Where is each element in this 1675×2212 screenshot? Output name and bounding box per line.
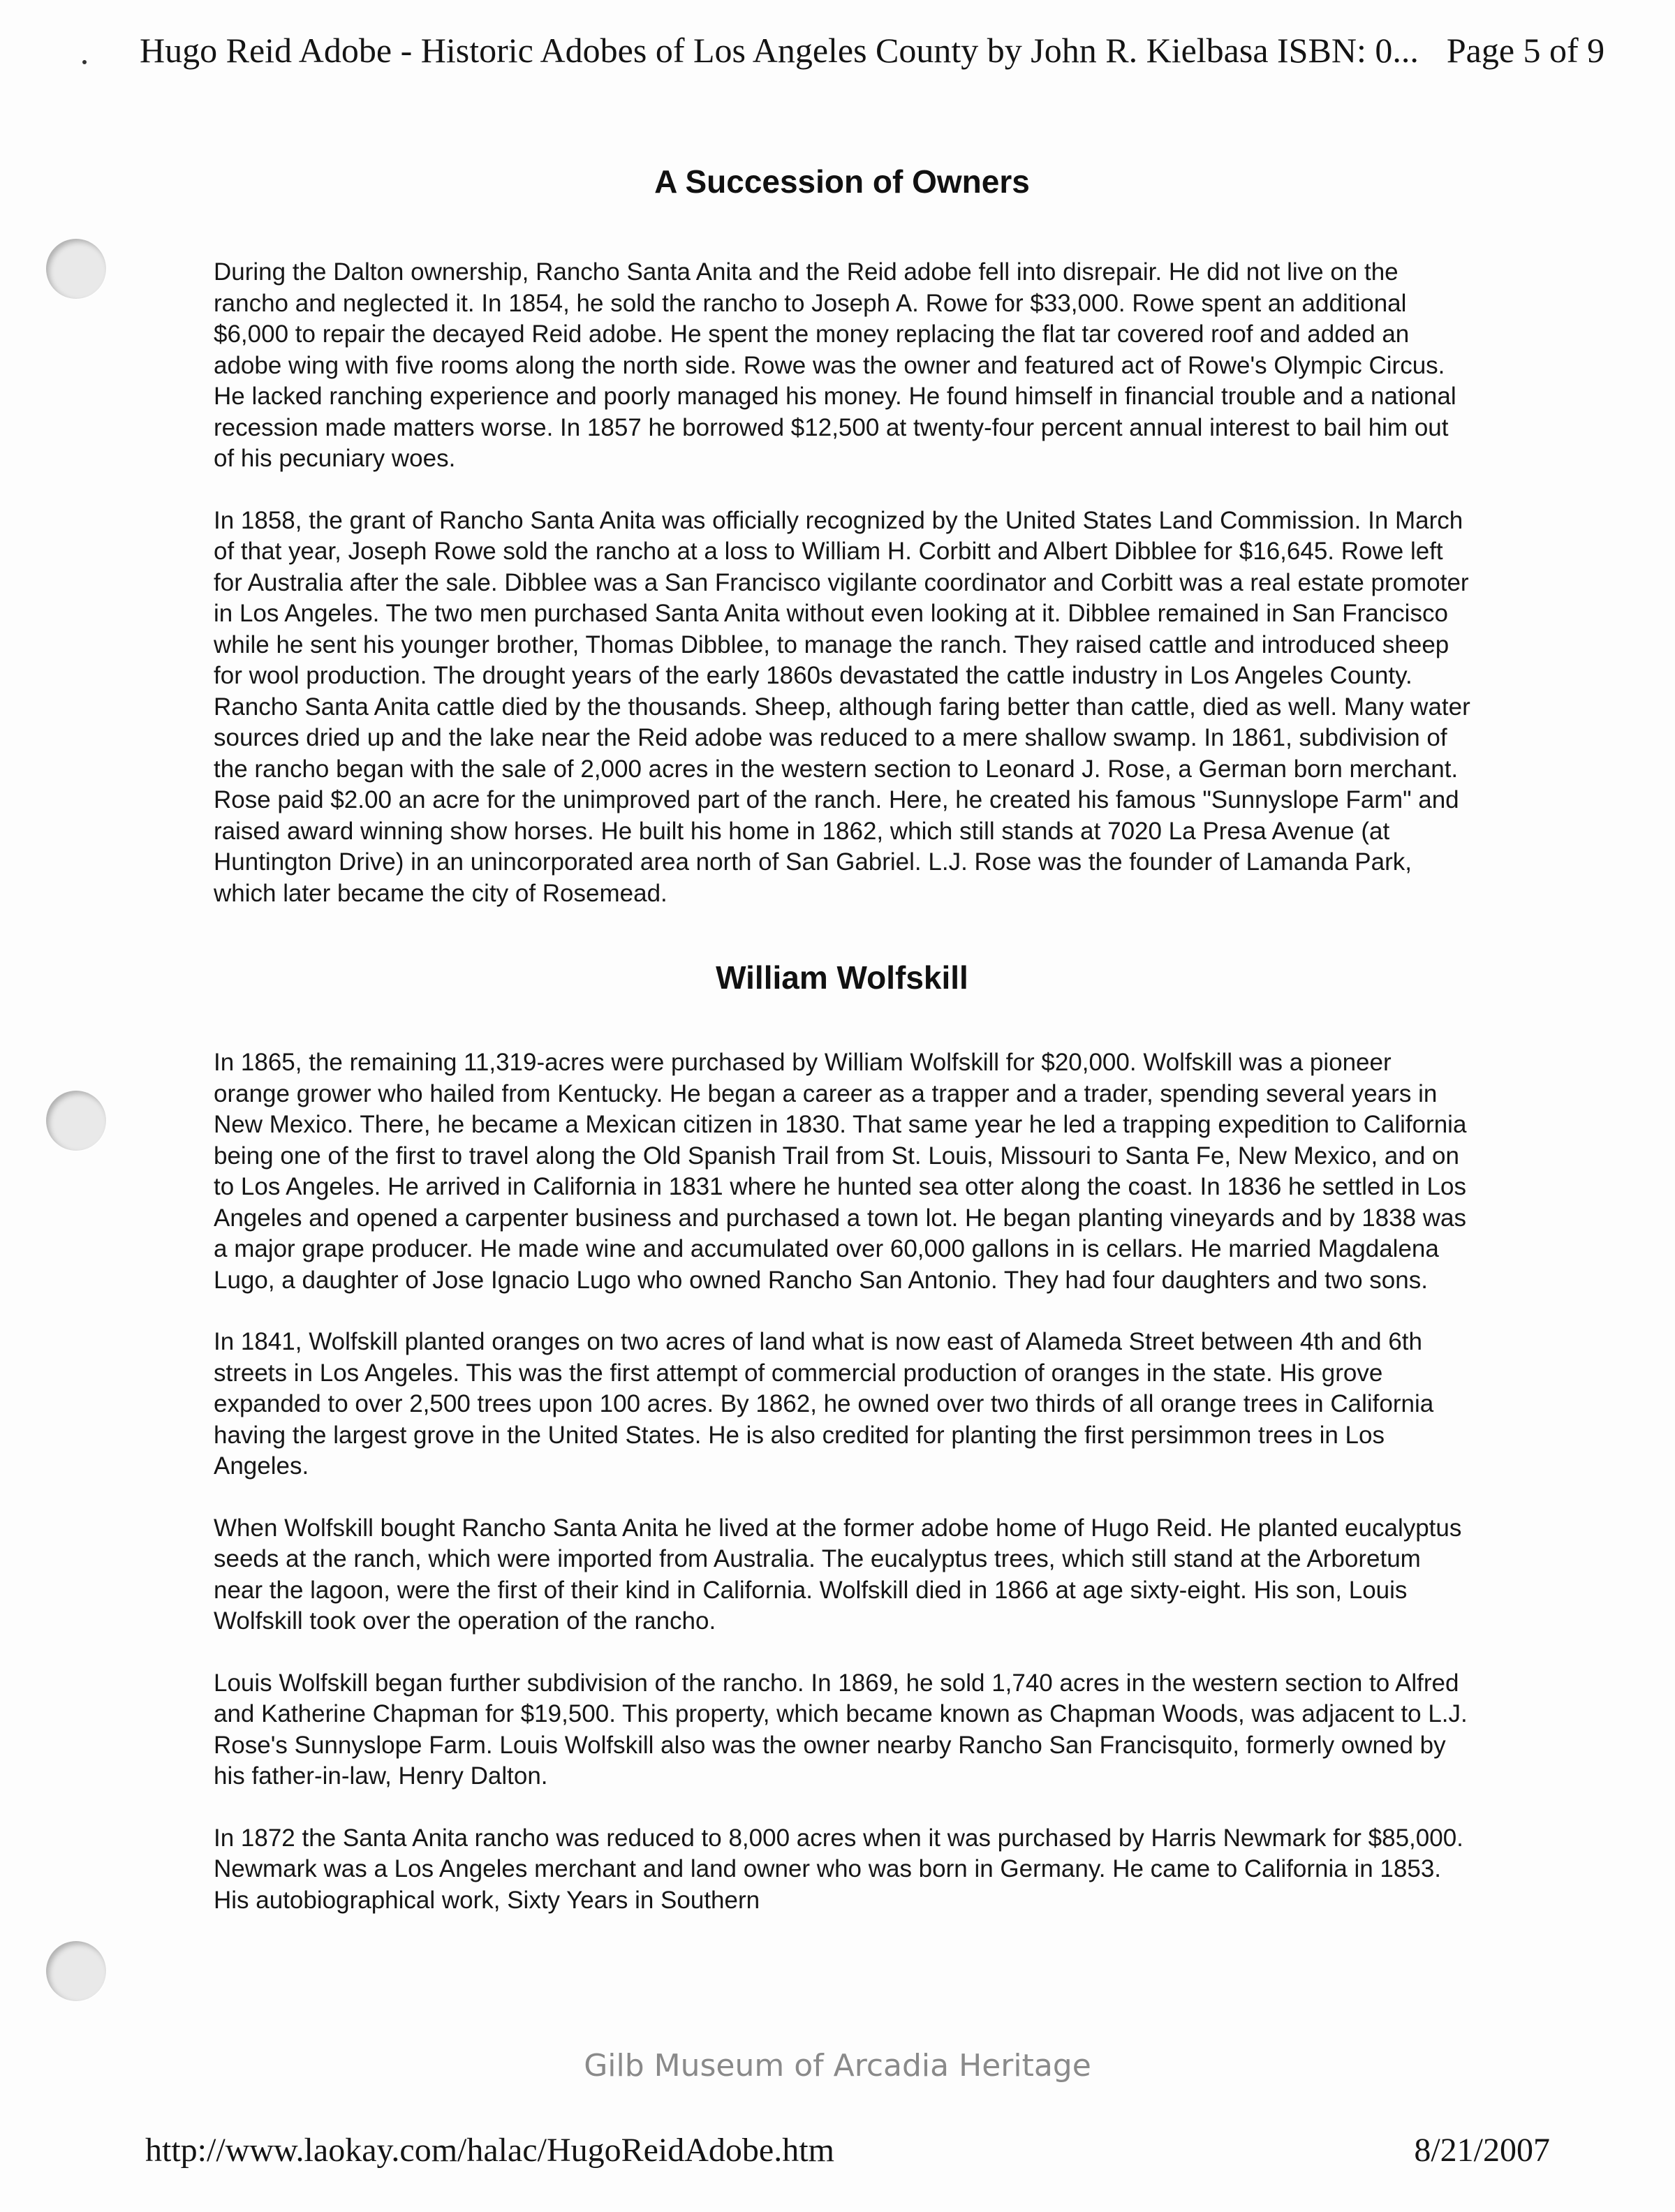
museum-watermark: Gilb Museum of Arcadia Heritage xyxy=(584,2048,1091,2084)
print-date: 8/21/2007 xyxy=(1414,2132,1550,2169)
punch-hole-middle xyxy=(46,1091,106,1151)
section-heading: A Succession of Owners xyxy=(654,163,1030,200)
punch-hole-bottom xyxy=(46,1941,106,2001)
paragraph: In 1872 the Santa Anita rancho was reduced to 8,000 acres when it was purchased by Harris Newmark for $85,000. Newmark was a Los Angeles merchant and land owner who was born in Germany. He came to California in 1853. His autobiographical work, Sixty Years in Southern xyxy=(214,1824,1463,1914)
paragraph: In 1858, the grant of Rancho Santa Anita was officially recognized by the United States Land Commission. In March of that year, Joseph Rowe sold the rancho at a loss to William H. Corbitt and Albert Dibblee for $16,645. Rowe left for Australia after the sale. Dibblee was a San Francisco vigilante coordinator and Corbitt was a real estate promoter in Los Angeles. The two men purchased Santa Anita without even looking at it. Dibblee remained in San Francisco while he sent his younger brother, Thomas Dibblee, to manage the ranch. They raised cattle and introduced sheep for wool production. The drought years of the early 1860s devastated the cattle industry in Los Angeles County. Rancho Santa Anita cattle died by the thousands. Sheep, although faring better than cattle, died as well. Many water sources dried up and the lake near the Reid adobe was reduced to a mere shallow swamp. In 1861, subdivision of the rancho began with the sale of 2,000 acres in the western section to Leonard J. Rose, a German born merchant. Rose paid $2.00 an acre for the unimproved part of the ranch. Here, he created his famous "Sunnyslope Farm" and raised award winning show horses. He built his home in 1862, which still stands at 7020 La Presa Avenue (at Huntington Drive) in an unincorporated area north of San Gabriel. L.J. Rose was the founder of Lamanda Park, which later became the city of Rosemead. xyxy=(214,506,1470,907)
print-header xyxy=(140,29,1605,71)
paragraph: When Wolfskill bought Rancho Santa Anita he lived at the former adobe home of Hugo Reid. He planted eucalyptus seeds at the ranch, which were imported from Australia. The eucalyptus trees, which still stand at the Arboretum near the lagoon, were the first of their kind in California. Wolfskill died in 1866 at age sixty-eight. His son, Louis Wolfskill took over the operation of the rancho. xyxy=(214,1514,1462,1635)
scan-speck xyxy=(82,60,87,64)
paragraph: In 1841, Wolfskill planted oranges on two acres of land what is now east of Alameda Street between 4th and 6th streets in Los Angeles. This was the first attempt of commercial production of oranges in the state. His grove expanded to over 2,500 trees upon 100 acres. By 1862, he owned over two thirds of all orange trees in California having the largest grove in the United States. He is also credited for planting the first persimmon trees in Los Angeles. xyxy=(214,1328,1434,1480)
paragraph: Louis Wolfskill began further subdivision of the rancho. In 1869, he sold 1,740 acres in the western section to Alfred and Katherine Chapman for $19,500. This property, which became known as Chapman Woods, was adjacent to L.J. Rose's Sunnyslope Farm. Louis Wolfskill also was the owner nearby Rancho San Francisquito, formerly owned by his father-in-law, Henry Dalton. xyxy=(214,1669,1468,1790)
source-url[interactable]: http://www.laokay.com/halac/HugoReidAdobe.htm xyxy=(145,2132,834,2169)
header-title: Hugo Reid Adobe - Historic Adobes of Los Angeles County by John R. Kielbasa ISBN: 0... xyxy=(140,31,1419,70)
paragraph: In 1865, the remaining 11,319-acres were purchased by William Wolfskill for $20,000. Wolfskill was a pioneer orange grower who hailed from Kentucky. He began a career as a trapper and a trader, spending several years in New Mexico. There, he became a Mexican citizen in 1830. That same year he led a trapping expedition to California being one of the first to travel along the Old Spanish Trail from St. Louis, Missouri to Santa Fe, New Mexico, and on to Los Angeles. He arrived in California in 1831 where he hunted sea otter along the coast. In 1836 he settled in Los Angeles and opened a carpenter business and purchased a town lot. He began planting vineyards and by 1838 was a major grape producer. He made wine and accumulated over 60,000 gallons in is cellars. He married Magdalena Lugo, a daughter of Jose Ignacio Lugo who owned Rancho San Antonio. They had four daughters and two sons. xyxy=(214,1049,1467,1294)
section-heading: William Wolfskill xyxy=(716,959,968,996)
page-number: Page 5 of 9 xyxy=(1446,31,1605,70)
paragraph: During the Dalton ownership, Rancho Santa Anita and the Reid adobe fell into disrepair. He did not live on the rancho and neglected it. In 1854, he sold the rancho to Joseph A. Rowe for $33,000. Rowe spent an additional $6,000 to repair the decayed Reid adobe. He spent the money replacing the flat tar covered roof and added an adobe wing with five rooms along the north side. Rowe was the owner and featured act of Rowe's Olympic Circus. He lacked ranching experience and poorly managed his money. He found himself in financial trouble and a national recession made matters worse. In 1857 he borrowed $12,500 at twenty-four percent annual interest to bail him out of his pecuniary woes. xyxy=(214,258,1456,472)
print-footer xyxy=(145,2131,1550,2169)
article-body xyxy=(214,161,1470,1947)
punch-hole-top xyxy=(46,239,106,299)
